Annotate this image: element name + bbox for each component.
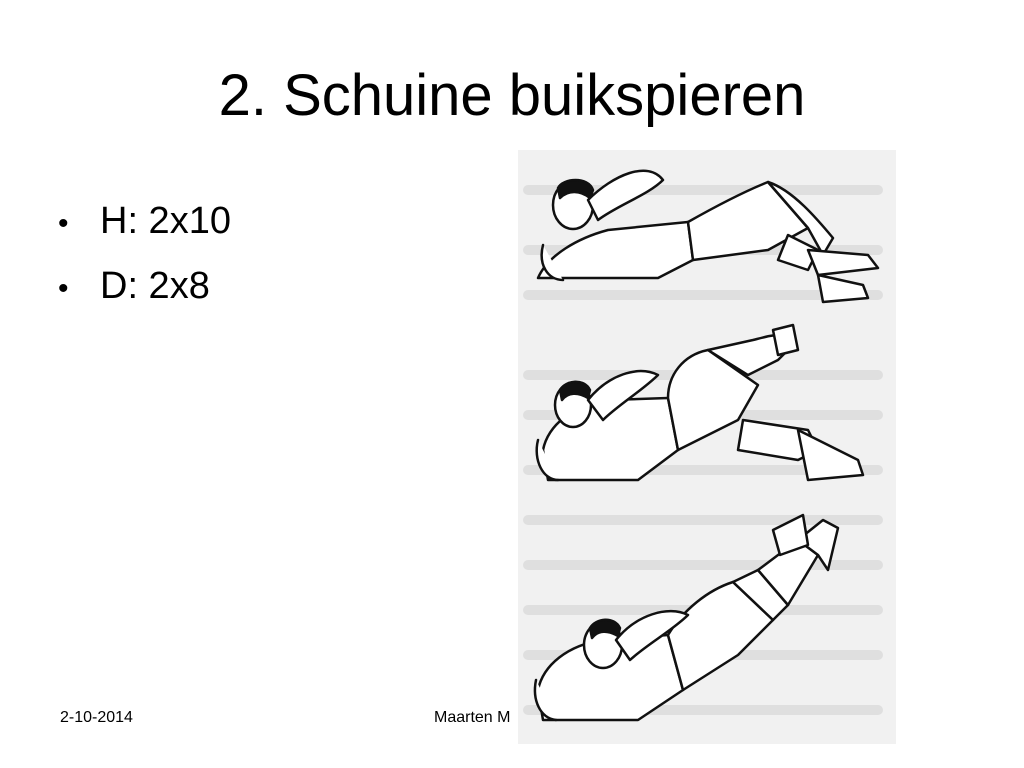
figure-3 [535, 515, 838, 720]
crunch-figures-icon [518, 150, 896, 744]
bullet-text: H: 2x10 [100, 200, 231, 242]
bullet-text: D: 2x8 [100, 265, 210, 307]
exercise-illustration [518, 150, 896, 744]
bullet-icon: • [58, 207, 69, 240]
bullet-list [58, 190, 231, 320]
footer-author: Maarten M [434, 709, 511, 726]
footer-date: 2-10-2014 [60, 709, 133, 726]
slide-title: 2. Schuine buikspieren [218, 63, 806, 128]
bullet-icon: • [58, 272, 69, 305]
bullet-item [58, 190, 231, 255]
figure-2 [537, 325, 863, 480]
bullet-item [58, 255, 231, 320]
